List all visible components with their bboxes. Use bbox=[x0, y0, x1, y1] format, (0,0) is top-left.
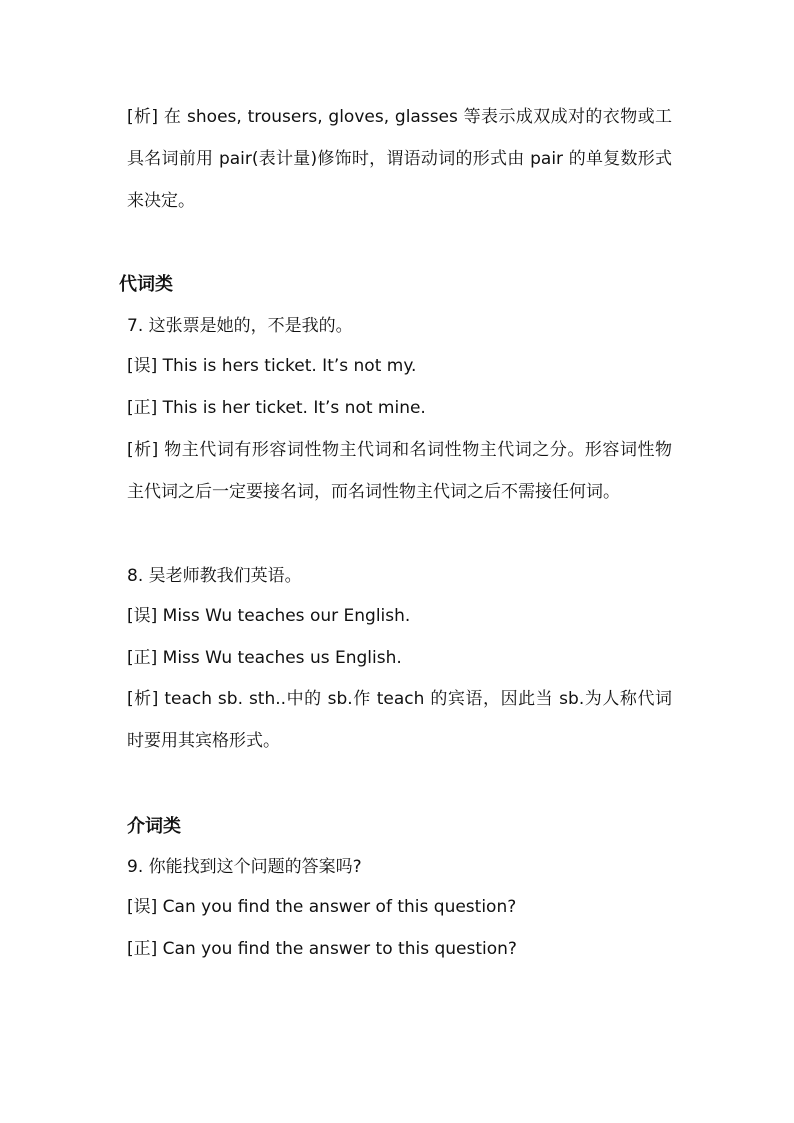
section-heading-pronoun: 代词类 bbox=[119, 274, 173, 295]
question-8-wrong: [误] Miss Wu teaches our English. bbox=[127, 606, 411, 626]
question-7-wrong: [误] This is hers ticket. It’s not my. bbox=[127, 356, 417, 376]
question-7: 7. 这张票是她的，不是我的。 bbox=[127, 316, 353, 336]
question-9-wrong: [误] Can you find the answer of this question? bbox=[127, 897, 517, 917]
question-7-analysis: [析] 物主代词有形容词性物主代词和名词性物主代词之分。形容词性物主代词之后一定要接名词，而名词性物主代词之后不需接任何词。 bbox=[127, 440, 672, 502]
section-heading-preposition: 介词类 bbox=[127, 816, 181, 837]
question-9-right: [正] Can you find the answer to this question? bbox=[127, 939, 517, 959]
question-7-right: [正] This is her ticket. It’s not mine. bbox=[127, 398, 426, 418]
question-9: 9. 你能找到这个问题的答案吗? bbox=[127, 857, 362, 877]
question-8-right: [正] Miss Wu teaches us English. bbox=[127, 648, 402, 668]
question-8: 8. 吴老师教我们英语。 bbox=[127, 566, 302, 586]
question-8-analysis: [析] teach sb. sth..中的 sb.作 teach 的宾语，因此当 sb.为人称代词时要用其宾格形式。 bbox=[127, 689, 672, 751]
analysis-paragraph-6: [析] 在 shoes, trousers, gloves, glasses 等表示成双成对的衣物或工具名词前用 pair(表计量)修饰时，谓语动词的形式由 pair 的单复数形式来决定。 bbox=[127, 107, 672, 211]
